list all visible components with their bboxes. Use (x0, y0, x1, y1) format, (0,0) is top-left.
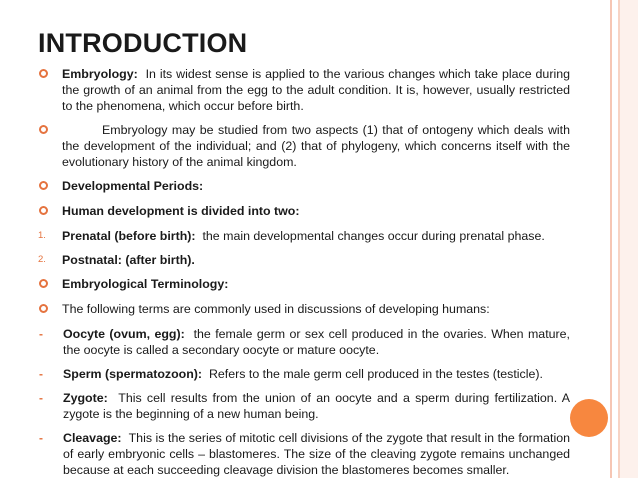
dash-bullet: - (39, 431, 43, 445)
item-term: Cleavage: (63, 431, 122, 445)
item-text: Embryology may be studied from two aspects (1) that of ontogeny which deals with the development of the individual; and (2) that of phylogeny, which concerns itself with the evolutionary history of the animal kingdom. (62, 123, 570, 169)
list-item (38, 122, 570, 170)
list-item (38, 178, 570, 195)
item-term: Embryology: (62, 67, 138, 81)
item-term: Developmental Periods: (62, 179, 204, 193)
dash-bullet: - (39, 391, 43, 405)
list-item (38, 66, 570, 114)
item-term: Zygote: (63, 391, 108, 405)
item-text: Refers to the male germ cell produced in the testes (testicle). (208, 367, 543, 381)
ring-bullet-icon (38, 178, 62, 195)
item-text: This cell results from the union of an oocyte and a sperm during fertilization. A zygote is the beginning of a new human being. (63, 391, 570, 421)
item-term: Oocyte (ovum, egg): (63, 327, 185, 341)
item-text: In its widest sense is applied to the various changes which take place during the growth of an animal from the egg to the adult condition. It is, however, usually restricted to the phenomena, which occur before birth. (62, 67, 570, 113)
ring-bullet-icon (38, 203, 62, 220)
list-item (38, 390, 570, 422)
item-text: the female germ or sex cell produced in the ovaries. When mature, the oocyte is called a secondary oocyte or mature oocyte. (63, 327, 570, 357)
bullet-list (38, 66, 570, 486)
item-text: This is the series of mitotic cell divisions of the zygote that result in the formation of early embryonic cells – blastomeres. The size of the cleaving zygote remains unchanged because at each succeeding cleavage division the blastomeres becomes smaller. (63, 431, 570, 477)
item-term: Embryological Terminology: (62, 277, 229, 291)
ring-bullet-icon (38, 301, 62, 318)
list-item (38, 326, 570, 358)
item-term: Prenatal (before birth): (62, 229, 196, 243)
item-term: Sperm (spermatozoon): (63, 367, 203, 381)
decorative-side-band (610, 0, 638, 478)
item-term: Human development is divided into two: (62, 204, 300, 218)
list-item (38, 276, 570, 293)
slide-title: INTRODUCTION (38, 28, 248, 58)
dash-bullet: - (39, 327, 43, 341)
item-text: the main developmental changes occur during prenatal phase. (202, 229, 545, 243)
list-number: 1. (38, 230, 46, 241)
list-item (38, 366, 570, 382)
ring-bullet-icon (38, 66, 62, 83)
orange-circle-decoration (570, 399, 608, 437)
dash-bullet: - (39, 367, 43, 381)
list-item (38, 203, 570, 220)
list-item (38, 228, 570, 244)
list-item (38, 430, 570, 478)
item-text: The following terms are commonly used in discussions of developing humans: (62, 302, 490, 316)
list-item (38, 252, 570, 268)
ring-bullet-icon (38, 276, 62, 293)
item-term: Postnatal: (after birth). (62, 253, 195, 267)
list-number: 2. (38, 254, 46, 265)
list-item (38, 301, 570, 318)
ring-bullet-icon (38, 122, 62, 139)
